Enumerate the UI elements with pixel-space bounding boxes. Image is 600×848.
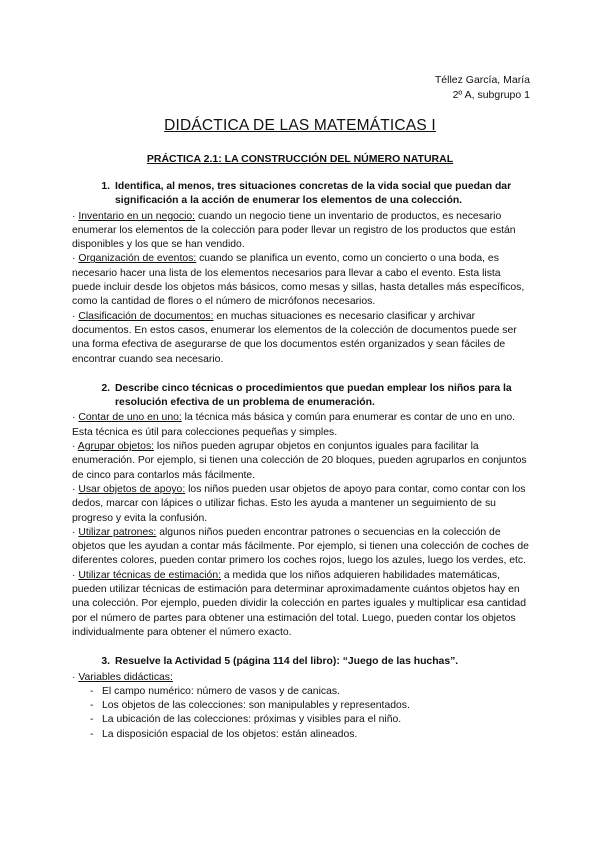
document-title: DIDÁCTICA DE LAS MATEMÁTICAS I <box>164 117 436 134</box>
answer-item: · Variables didácticas: <box>72 671 173 683</box>
question-3 <box>72 655 530 669</box>
answer-label: Usar objetos de apoyo: <box>78 483 186 495</box>
question-text: Describe cinco técnicas o procedimientos que puedan emplear los niños para la resolución efectiva de un problema de enumeración. <box>115 382 512 409</box>
document-subtitle: PRÁCTICA 2.1: LA CONSTRUCCIÓN DEL NÚMERO NATURAL <box>146 153 454 165</box>
list-item-text: La ubicación de las colecciones: próximas y visibles para el niño. <box>102 714 402 726</box>
question-1 <box>72 180 530 209</box>
answer-label: Organización de eventos: <box>78 253 197 265</box>
spacer <box>72 640 530 655</box>
variables-list <box>72 685 530 742</box>
spacer <box>72 367 530 382</box>
question-number: 2. <box>101 382 110 394</box>
answer-text: cuando un negocio tiene un inventario de productos, es necesario enumerar los elementos de la colección para poder llevar un registro de los productos que están disponibles y los que se han vendido. <box>72 210 516 251</box>
author-group: 2º A, subgrupo 1 <box>452 89 530 101</box>
answer-label: Agrupar objetos: <box>77 441 155 453</box>
dash-bullet: - <box>90 685 94 697</box>
answer-label: Clasificación de documentos: <box>78 310 214 322</box>
answer-text: los niños pueden usar objetos de apoyo para contar, como contar con los dedos, marcar con lápices o utilizar fichas. Esto les ayuda a mantener un seguimiento de su progreso y evita la confusión. <box>72 483 526 524</box>
question-number: 3. <box>101 656 110 668</box>
dash-bullet: - <box>90 728 94 740</box>
answer-text: a medida que los niños adquieren habilidades matemáticas, pueden utilizar técnicas de estimación para determinar aproximadamente cuántos objetos hay en una colección. Por ejemplo, pueden dividir la colección en partes iguales y multiplicar esa cantidad por el número de partes para obtener una estimación del total. Luego, pueden contar los objetos individualmente para obtener el número exacto. <box>72 569 526 638</box>
answer-item: · Inventario en un negocio: cuando un negocio tiene un inventario de productos, es necesario enumerar los elementos de la colección para poder llevar un registro de los productos que están disponibles y los que se han vendido. <box>72 210 516 251</box>
list-item-text: La disposición espacial de los objetos: están alineados. <box>102 728 358 740</box>
answer-text: la técnica más básica y común para enumerar es contar de uno en uno. Esta técnica es útil para colecciones pequeñas y simples. <box>72 412 516 438</box>
list-item <box>72 685 530 699</box>
answer-label: Contar de uno en uno: <box>78 412 182 424</box>
list-item-text: El campo numérico: número de vasos y de canicas. <box>102 685 340 697</box>
answer-item: · Agrupar objetos: los niños pueden agrupar objetos en conjuntos iguales para facilitar la enumeración. Por ejemplo, si tienen una colección de 20 bloques, pueden agruparlos en conjuntos de cinco para contarlos más fácilmente. <box>72 441 527 481</box>
answer-item: · Contar de uno en uno: la técnica más básica y común para enumerar es contar de uno en uno. Esta técnica es útil para colecciones pequeñas y simples. <box>72 412 516 438</box>
dash-bullet: - <box>90 700 94 712</box>
answer-text: cuando se planifica un evento, como un concierto o una boda, es necesario hacer una lista de los elementos necesarios para llevar a cabo el evento. Esta lista puede incluir desde los objetos más básicos, como mesas y sillas, hasta detalles más específicos, como la cantidad de flores o el número de micrófonos necesarios. <box>72 253 525 308</box>
dash-bullet: - <box>90 714 94 726</box>
answer-text: en muchas situaciones es necesario clasificar y archivar documentos. En estos casos, enumerar los elementos de la colección de documentos puede ser una forma efectiva de asegurarse de que los documentos estén organizados y sean fáciles de encontrar cuando sea necesario. <box>72 310 517 365</box>
answer-item: · Organización de eventos: cuando se planifica un evento, como un concierto o una boda, es necesario hacer una lista de los elementos necesarios para llevar a cabo el evento. Esta lista puede incluir desde los objetos más básicos, como mesas y sillas, hasta detalles más específicos, como la cantidad de flores o el número de micrófonos necesarios. <box>72 253 525 308</box>
answer-text: los niños pueden agrupar objetos en conjuntos iguales para facilitar la enumeración. Por ejemplo, si tienen una colección de 20 bloques, pueden agruparlos en conjuntos de cinco para contarlos más fácilmente. <box>72 441 527 481</box>
question-text: Resuelve la Actividad 5 (página 114 del libro): “Juego de las huchas”. <box>115 656 459 668</box>
list-item <box>72 728 530 742</box>
answer-item: · Utilizar patrones: algunos niños pueden encontrar patrones o secuencias en la colección de objetos que les ayudan a contar más fácilmente. Por ejemplo, si tienen una colección de coches de diferentes colores, pueden contar primero los coches rojos, luego los azules, luego los verdes, etc. <box>72 526 529 567</box>
answer-label: Utilizar técnicas de estimación: <box>78 569 221 581</box>
list-item <box>72 713 530 727</box>
answer-label: Utilizar patrones: <box>78 526 157 538</box>
answer-item: · Clasificación de documentos: en muchas situaciones es necesario clasificar y archivar documentos. En estos casos, enumerar los elementos de la colección de documentos puede ser una forma efectiva de asegurarse de que los documentos estén organizados y sean fáciles de encontrar cuando sea necesario. <box>72 310 517 365</box>
answer-text: algunos niños pueden encontrar patrones o secuencias en la colección de objetos que les ayudan a contar más fácilmente. Por ejemplo, si tienen una colección de coches de diferentes colores, pueden contar primero los coches rojos, luego los azules, luego los verdes, etc. <box>72 526 529 567</box>
list-item <box>72 699 530 713</box>
author-name: Téllez García, María <box>434 74 530 86</box>
answer-item: · Usar objetos de apoyo: los niños pueden usar objetos de apoyo para contar, como contar con los dedos, marcar con lápices o utilizar fichas. Esto les ayuda a mantener un seguimiento de su progreso y evita la confusión. <box>72 483 526 524</box>
question-text: Identifica, al menos, tres situaciones concretas de la vida social que puedan dar significación a la acción de enumerar los elementos de una colección. <box>115 181 512 207</box>
question-2 <box>72 382 530 411</box>
answer-label: Inventario en un negocio: <box>78 210 196 222</box>
list-item-text: Los objetos de las colecciones: son manipulables y representados. <box>102 700 410 712</box>
question-number: 1. <box>101 181 110 192</box>
document-body <box>72 180 530 742</box>
answer-label: Variables didácticas: <box>78 671 173 683</box>
answer-item: · Utilizar técnicas de estimación: a medida que los niños adquieren habilidades matemáticas, pueden utilizar técnicas de estimación para determinar aproximadamente cuántos objetos hay en una colección. Por ejemplo, pueden dividir la colección en partes iguales y multiplicar esa cantidad por el número de partes para obtener una estimación del total. Luego, pueden contar los objetos individualmente para obtener el número exacto. <box>72 569 526 638</box>
author-block <box>435 73 530 103</box>
